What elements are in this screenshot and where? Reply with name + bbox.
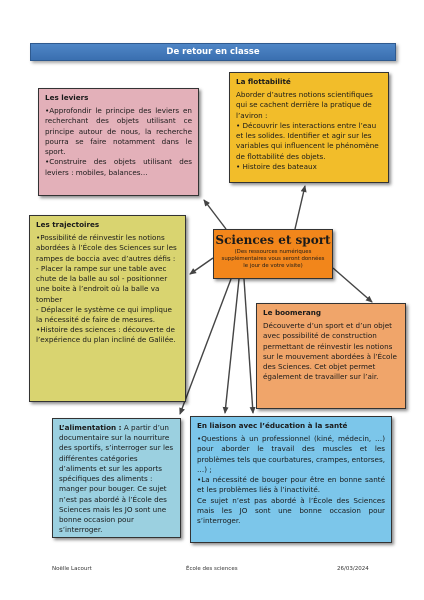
footer-author: Noëlle Lacourt	[52, 566, 92, 572]
footer-school: École des sciences	[186, 566, 238, 572]
box-trajectoires	[29, 215, 186, 402]
flottabilite-line: • Histoire des bateaux	[236, 161, 317, 171]
sante-line: Ce sujet n’est pas abordé à l’École des Sciences mais les JO sont une bonne occasion pour s’interroger.	[197, 495, 388, 525]
alimentation-title: L’alimentation :	[59, 423, 122, 432]
box-boomerang	[256, 303, 406, 409]
flottabilite-line: • Découvrir les interactions entre l’eau et les solides. Identifier et agir sur les variables qui influencent le phénomène de flottabilité des objets.	[236, 120, 381, 161]
box-leviers	[38, 88, 199, 196]
flottabilite-title: La flottabilité	[236, 77, 291, 86]
trajectoires-line: - Placer la rampe sur une table avec chute de la balle au sol - positionner une boite à l’endroit où la balle va tomber	[36, 263, 170, 304]
central-title: Sciences et sport	[215, 233, 331, 247]
boomerang-title: Le boomerang	[263, 308, 321, 317]
central-topic	[213, 229, 333, 279]
leviers-title: Les leviers	[45, 93, 89, 102]
arrow-to-leviers	[204, 200, 226, 229]
central-subtitle: (Des ressources numériques supplémentaires vous seront données le jour de votre visite)	[221, 249, 325, 270]
sante-line: •La nécessité de bouger pour être en bonne santé et les problèmes liés à l’inactivité.	[197, 475, 388, 495]
trajectoires-line: •Possibilité de réinvestir les notions abordées à l’École des Sciences sur les rampes de boccia avec d’autres défis :	[36, 233, 180, 263]
arrow-to-alimentation	[180, 279, 231, 414]
arrow-to-sante-2	[244, 279, 253, 413]
leviers-line: •Construire des objets utilisant des leviers : mobiles, balances…	[45, 157, 195, 177]
sante-title: En liaison avec l’éducation à la santé	[197, 421, 348, 430]
alimentation-line: A partir d’un documentaire sur la nourriture des sportifs, s’interroger sur les différentes catégories d’aliments et sur les apports spécifiques des aliments : manger pour bouger. Ce sujet n’est pas abordé à l’École des Sciences mais les JO sont une bonne occasion pour s’interroger.	[59, 423, 176, 535]
flottabilite-line: Aborder d’autres notions scientifiques qui se cachent derrière la pratique de l’aviron :	[236, 90, 376, 120]
sante-line: •Questions à un professionnel (kiné, médecin, …) pour aborder le travail des muscles et les problèmes tels que courbatures, crampes, entorses, …) ;	[197, 434, 388, 474]
trajectoires-line: •Histoire des sciences : découverte de l’expérience du plan incliné de Galilée.	[36, 325, 178, 345]
box-alimentation	[52, 418, 181, 538]
boomerang-line: Découverte d’un sport et d’un objet avec possibilité de construction permettant de réinvestir les notions sur le mouvement abordées à l’École des Sciences. Cet objet permet également de travailler sur l’air.	[263, 321, 400, 382]
trajectoires-title: Les trajectoires	[36, 220, 100, 229]
page-title: De retour en classe	[166, 47, 260, 57]
box-flottabilite	[229, 72, 389, 183]
arrow-to-boomerang	[333, 268, 372, 302]
leviers-line: •Approfondir le principe des leviers en recherchant des objets utilisant ce principe autour de nous, la recherche pourra se faire notamment dans le sport.	[45, 106, 195, 157]
footer-date: 26/03/2024	[337, 566, 369, 572]
arrow-to-trajectoires	[190, 258, 213, 274]
box-sante	[190, 416, 392, 543]
arrow-to-flottabilite	[295, 186, 305, 229]
trajectoires-line: - Déplacer le système ce qui implique la nécessité de faire de mesures.	[36, 304, 175, 324]
arrow-to-sante-1	[225, 279, 239, 413]
alimentation-text	[59, 423, 174, 535]
